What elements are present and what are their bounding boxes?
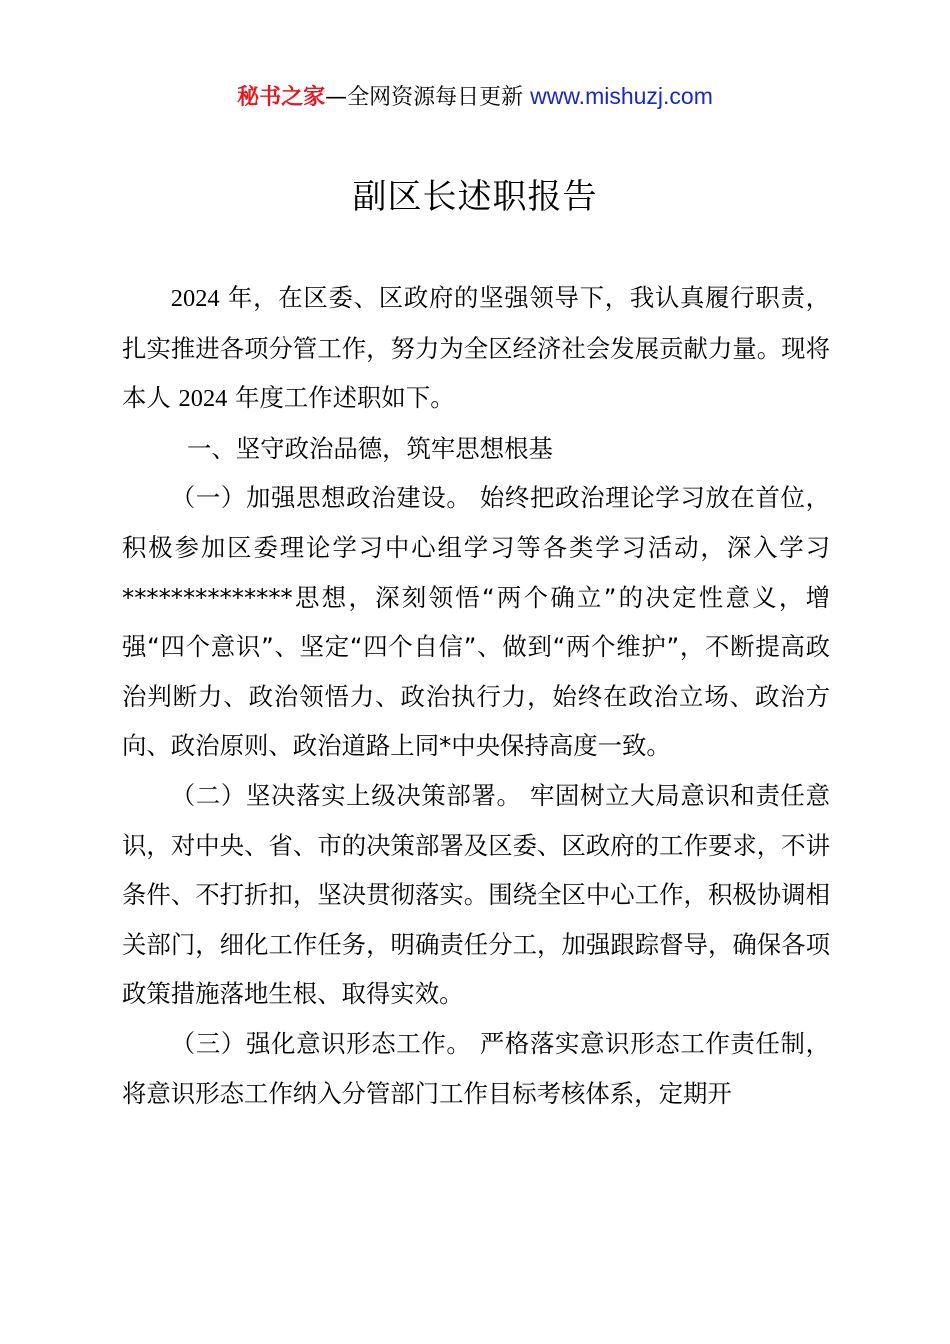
brand-name: 秘书之家 (237, 85, 326, 110)
intro-year: 2024 (170, 285, 220, 312)
intro-paragraph (122, 273, 830, 424)
intro-text-end: 年度工作述职如下。 (227, 383, 455, 413)
document-title: 副区长述职报告 (352, 177, 598, 217)
header-tagline: —全网资源每日更新 (325, 85, 531, 110)
paragraph-1: （一）加强思想政治建设。 始终把政治理论学习放在首位，积极参加区委理论学习中心组学习等各类学习活动，深入学习**************思想，深刻领悟“两个确立”的决定性意义，增强“四个意识”、坚定“四个自信”、做到“两个维护”，不断提高政治判断力、政治领悟力、政治执行力，始终在政治立场、政治方向、政治原则、政治道路上同*中央保持高度一致。 (122, 483, 830, 761)
intro-text: 年，在区委、区政府的坚强领导下，我认真履行职责，扎实推进各项分管工作，努力为全区经济社会发展贡献力量。现将本人 (122, 283, 830, 413)
intro-year-2: 2024 (178, 385, 228, 413)
section-heading: 一、坚守政治品德，筑牢思想根基 (187, 433, 553, 463)
paragraph-3: （三）强化意识形态工作。 严格落实意识形态工作责任制，将意识形态工作纳入分管部门工作目标考核体系，定期开 (122, 1028, 830, 1108)
document-body (122, 273, 830, 1118)
paragraph-2: （二）坚决落实上级决策部署。 牢固树立大局意识和责任意识，对中央、省、市的决策部署及区委、区政府的工作要求，不讲条件、不打折扣，坚决贯彻落实。围绕全区中心工作，积极协调相关部门，细化工作任务，明确责任分工，加强跟踪督导，确保各项政策措施落地生根、取得实效。 (122, 780, 830, 1009)
site-link[interactable]: www.mishuzj.com (530, 83, 713, 109)
watermark-header (0, 80, 950, 114)
